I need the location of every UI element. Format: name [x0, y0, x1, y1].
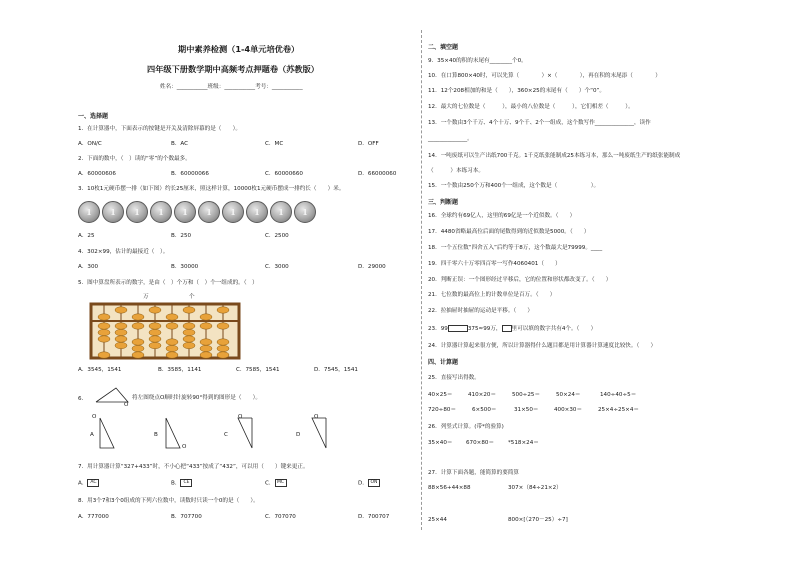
abacus-bead: [132, 345, 144, 351]
q2-option-a: A．60000606: [78, 171, 116, 177]
simplify-calc-item: 25×44: [428, 517, 447, 523]
q8-option-b: B．707700: [171, 514, 202, 520]
question-4: 4．302×99，估计的最接近（ ）。: [78, 249, 169, 255]
question-2: 2．下面的数中，（ ）读的“零”的个数最多。: [78, 156, 191, 162]
paper-subtitle: 四年级下册数学期中高频考点押题卷（苏教版）: [147, 64, 319, 74]
rotation-point-o: O: [314, 414, 319, 420]
q7-option-a: A． AC: [78, 479, 99, 488]
q1-option-b: B．AC: [171, 141, 189, 147]
question-26: 26．列竖式计算。(带*的验算): [428, 424, 504, 430]
q6-figure-d: [310, 416, 330, 450]
oral-calc-item: 31×50＝: [514, 407, 539, 413]
question-14-cont: （ ）本练习本。: [428, 168, 484, 174]
question-23: 23．99 375≈99万， 里可以填的数字共有4个。（ ）: [428, 326, 597, 332]
abacus-bead: [200, 352, 212, 358]
coin-icon: 1: [174, 201, 196, 223]
question-10: 10．在口算800×40时，可以先算（ ）×（ ），再在积的末尾添（ ）: [428, 73, 661, 79]
vertical-calc-item: *518×24＝: [508, 440, 539, 446]
q6-figure-c: [236, 416, 256, 450]
question-16: 16．全球约有69亿人，这里的69亿是一个近似数。（ ）: [428, 213, 576, 219]
abacus-bead: [183, 336, 195, 342]
abacus-bead: [132, 352, 144, 358]
coin-icon: 1: [294, 201, 316, 223]
coin-icon: 1: [198, 201, 220, 223]
question-6-number: 6．: [78, 396, 88, 402]
q8-option-a: A．777000: [78, 514, 109, 520]
q1-option-a: A．ON/C: [78, 141, 102, 147]
question-20: 20．判断正误：一个图形经过平移后，它的位置和形状都改变了。（ ）: [428, 277, 612, 283]
abacus-bead: [98, 323, 110, 329]
question-18: 18．一个五位数“四舍五入”后约等于8万，这个数最大是79999。____: [428, 245, 603, 251]
abacus-bead: [98, 336, 110, 342]
coin-icon: 1: [78, 201, 100, 223]
abacus-bead: [132, 339, 144, 345]
rotation-original-figure: [94, 384, 130, 404]
coin-icon: 1: [246, 201, 268, 223]
oral-calc-item: 140÷40÷5＝: [600, 392, 637, 398]
abacus-bead: [200, 345, 212, 351]
simplify-calc-item: 800×[（270－25）÷7]: [508, 517, 568, 523]
q5-option-c: C．7585，1541: [236, 367, 280, 373]
abacus-bead: [149, 307, 161, 313]
q4-option-c: C．3000: [265, 264, 289, 270]
abacus-bead: [217, 323, 229, 329]
q2-option-b: B．60000066: [171, 171, 209, 177]
q1-option-d: D．OFF: [358, 141, 379, 147]
question-1: 1．在计算器中，下面表示的按键是开关及清除屏幕的是（ ）。: [78, 126, 241, 132]
vertical-calc-item: 670×80＝: [466, 440, 495, 446]
question-5: 5．图中算盘所表示的数字，是由（ ）个万和（ ）个一组成的。（ ）: [78, 280, 258, 286]
abacus-bead: [115, 323, 127, 329]
oral-calc-item: 410×20＝: [468, 392, 497, 398]
abacus-bead: [166, 323, 178, 329]
q5-option-b: B．3585，1141: [158, 367, 202, 373]
question-3: 3．10枚1元硬币摆一排（如下图）约长25厘米，照这样计算，10000枚1元硬币摆成一排约长（ ）米。: [78, 186, 345, 192]
oral-calc-item: 40×25＝: [428, 392, 453, 398]
coin-icon: 1: [270, 201, 292, 223]
q3-option-c: C．2500: [265, 233, 289, 239]
question-15: 15．一个数由250个万和400个一组成，这个数是（ ）。: [428, 183, 600, 189]
abacus-bead: [132, 323, 144, 329]
question-9: 9．35×40的积的末尾有________个0。: [428, 58, 527, 64]
question-7: 7．用计算器计算“327+433”时，不小心把“433”按成了“432”，可以用（ ）键来更正。: [78, 464, 309, 470]
section-choice-heading: 一、选择题: [78, 113, 109, 120]
q3-option-b: B．250: [171, 233, 192, 239]
digit-box-icon: [448, 325, 468, 332]
oral-calc-item: 50×24＝: [556, 392, 581, 398]
coin-icon: 1: [102, 201, 124, 223]
q5-option-d: D．7545，1541: [314, 367, 358, 373]
abacus-bead: [98, 314, 110, 320]
oral-calc-item: 400×30＝: [554, 407, 583, 413]
q6-option-c: C: [224, 432, 228, 438]
abacus-bead: [115, 329, 127, 335]
question-12: 12．最大的七位数是（ ），最小的八位数是（ ），它们相差（ ）。: [428, 104, 634, 110]
abacus-bead: [200, 314, 212, 320]
question-17: 17．4480省略最高位后面的尾数得到的近似数是5000。（ ）: [428, 229, 590, 235]
q7-option-b: B． CE: [171, 479, 192, 488]
q6-option-b: B: [154, 432, 158, 438]
student-info-line: 姓名：___________班级：___________考号：___________: [160, 84, 303, 90]
question-8: 8．用3个7和3个0组成的下列六位数中，读数时只读一个0的是（ ）。: [78, 498, 259, 504]
rotation-point-o: O: [92, 414, 97, 420]
abacus-bead: [149, 342, 161, 348]
rotation-point-o: O: [238, 414, 243, 420]
coin-icon: 1: [126, 201, 148, 223]
q2-option-d: D．66000060: [358, 171, 397, 177]
question-11: 11．12个208相加的和是（ ），360×25的末尾有（ ）个“0”。: [428, 88, 606, 94]
paper-title: 期中素养检测（1-4单元培优卷）: [178, 44, 300, 54]
question-21: 21．七位数的最高位上的计数单位是百万。（ ）: [428, 292, 556, 298]
abacus-bead: [217, 345, 229, 351]
question-13-cont: ______________。: [428, 136, 473, 142]
q1-option-c: C．MC: [265, 141, 284, 147]
q4-option-d: D．29000: [358, 264, 386, 270]
abacus-bead: [149, 323, 161, 329]
question-14: 14．一吨废纸可以生产出纸700千克。1千克纸张能制成25本练习本，那么一吨废纸生产的纸张能制成: [428, 153, 681, 159]
abacus-bead: [217, 307, 229, 313]
abacus-bead: [166, 352, 178, 358]
mc-key-icon: MC: [275, 479, 287, 487]
abacus-bead: [115, 342, 127, 348]
section-judge-heading: 三、判断题: [428, 199, 459, 206]
q5-option-a: A．3545，1541: [78, 367, 122, 373]
abacus-bead: [149, 329, 161, 335]
simplify-calc-item: 307×（84÷21×2）: [508, 485, 562, 491]
coin-icon: 1: [150, 201, 172, 223]
q6-figure-b: [164, 416, 187, 450]
ce-key-icon: CE: [180, 479, 192, 487]
digit-box-icon: [502, 325, 512, 332]
coin-icon: 1: [222, 201, 244, 223]
abacus-bead: [115, 336, 127, 342]
oral-calc-item: 6×500＝: [472, 407, 497, 413]
coin-row-image: [78, 201, 316, 223]
question-19: 19．四千零六十万零四百零一写作4060401（ ）: [428, 261, 561, 267]
column-divider: [421, 30, 422, 530]
abacus-bead: [98, 329, 110, 335]
rotation-point-o: O: [182, 444, 187, 450]
q7-option-d: D． ON: [358, 479, 380, 488]
question-6: 将左图绕点O顺时针旋转90°得到的图形是（ ）。: [132, 395, 261, 401]
abacus-bead: [200, 339, 212, 345]
abacus-bead: [166, 314, 178, 320]
q6-option-a: A: [90, 432, 94, 438]
q7-option-c: C． MC: [265, 479, 287, 488]
abacus-bead: [217, 339, 229, 345]
section-fill-heading: 二、填空题: [428, 44, 459, 51]
abacus-bead: [166, 345, 178, 351]
abacus-bead: [183, 307, 195, 313]
simplify-calc-item: 88×56+44×88: [428, 485, 471, 491]
oral-calc-item: 25×4÷25×4＝: [598, 407, 640, 413]
oral-calc-item: 720÷80＝: [428, 407, 457, 413]
abacus-bead: [98, 352, 110, 358]
abacus-image: [90, 303, 240, 359]
abacus-bead: [166, 339, 178, 345]
oral-calc-item: 500÷25＝: [512, 392, 541, 398]
q6-option-d: D: [296, 432, 301, 438]
q8-option-c: C．707070: [265, 514, 296, 520]
abacus-bead: [132, 314, 144, 320]
question-25: 25．直接写出得数。: [428, 375, 480, 381]
q3-option-a: A．25: [78, 233, 95, 239]
abacus-bead: [149, 336, 161, 342]
vertical-calc-item: 35×40＝: [428, 440, 453, 446]
abacus-bead: [183, 342, 195, 348]
question-22: 22．拉抽屉时抽屉的运动是平移。（ ）: [428, 308, 534, 314]
abacus-label-ge: 个: [189, 294, 195, 300]
q4-option-a: A．300: [78, 264, 99, 270]
abacus-bead: [200, 323, 212, 329]
question-24: 24．计算器计算起来很方便，所以计算器得什么题目都是用计算器计算速度比较快。（ ）: [428, 343, 657, 349]
q8-option-d: D．700707: [358, 514, 390, 520]
on-key-icon: ON: [368, 479, 380, 487]
abacus-label-wan: 万: [143, 294, 149, 300]
q6-figure-a: [98, 416, 118, 450]
q2-option-c: C．60000660: [265, 171, 303, 177]
section-calc-heading: 四、计算题: [428, 359, 459, 366]
question-27: 27．计算下面各题，能简算的要简算: [428, 470, 520, 476]
abacus-bead: [183, 329, 195, 335]
rotation-point-o: O: [124, 402, 129, 408]
ac-key-icon: AC: [87, 479, 99, 487]
abacus-bead: [183, 323, 195, 329]
abacus-bead: [115, 307, 127, 313]
abacus-bead: [217, 352, 229, 358]
question-13: 13．一个数由3个千万、4个十万、9个千、2个一组成，这个数写作______________，读作: [428, 120, 651, 126]
q4-option-b: B．30000: [171, 264, 199, 270]
